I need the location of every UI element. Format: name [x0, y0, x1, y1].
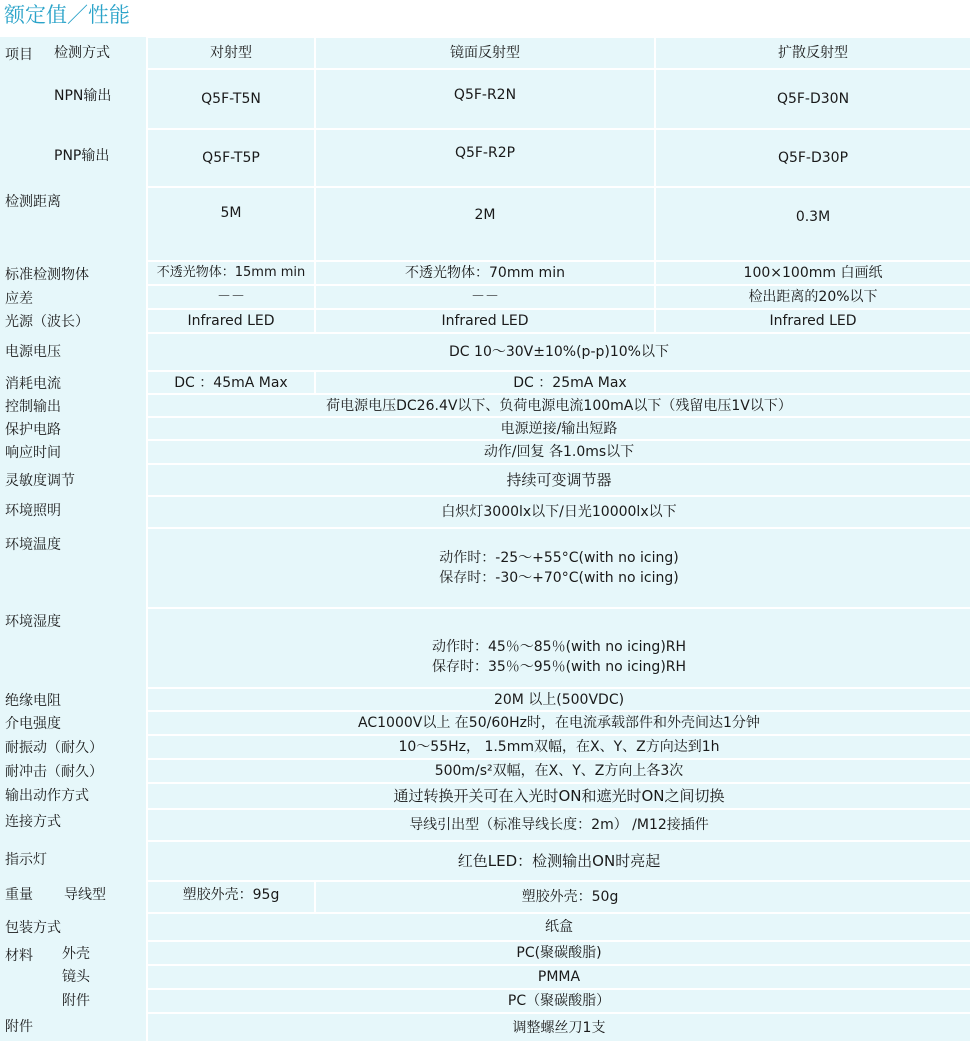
dielectric-value: AC1000V以上 在50/60Hz时，在电流承载部件和外壳间达1分钟 [148, 712, 970, 734]
label-temp: 环境温度 [5, 537, 61, 553]
label-acc: 附件 [62, 993, 90, 1009]
label-insulation: 绝缘电阻 [5, 693, 61, 709]
label-connection: 连接方式 [5, 814, 61, 830]
label-illum: 环境照明 [5, 503, 61, 519]
indicator-value: 红色LED：检测输出ON时亮起 [148, 842, 970, 880]
lens-value: PMMA [148, 966, 970, 988]
case-value: PC(聚碳酸脂) [148, 942, 970, 964]
voltage-value: DC 10～30V±10%(p-p)10%以下 [148, 334, 970, 370]
label-distance: 检测距离 [5, 194, 61, 210]
illum-value: 白炽灯3000lx以下/日光10000lx以下 [148, 497, 970, 527]
page-title: 额定值／性能 [4, 3, 130, 27]
npn-mirror: Q5F-R2N [316, 70, 654, 128]
humid-storage: 保存时：35％～95％(with no icing)RH [431, 659, 687, 675]
label-package: 包装方式 [5, 920, 61, 936]
protect-value: 电源逆接/输出短路 [148, 418, 970, 439]
humid-value [148, 609, 970, 687]
pnp-through-beam: Q5F-T5P [148, 130, 314, 186]
label-response: 响应时间 [5, 445, 61, 461]
target-mirror: 不透光物体：70mm min [316, 262, 654, 284]
control-value: 荷电源电压DC26.4V以下、负荷电源电流100mA以下（残留电压1V以下） [148, 395, 970, 416]
hysteresis-diffuse: 检出距离的20%以下 [656, 286, 970, 308]
label-hysteresis: 应差 [5, 291, 33, 307]
temp-storage: 保存时：-30～+70°C(with no icing) [439, 570, 679, 586]
label-accessory: 附件 [5, 1019, 33, 1035]
label-weight-sub: 导线型 [64, 887, 106, 903]
distance-through-beam: 5M [148, 188, 314, 260]
hysteresis-through-beam: －－ [148, 286, 314, 308]
pnp-diffuse: Q5F-D30P [656, 130, 970, 186]
sensitivity-value: 持续可变调节器 [148, 465, 970, 495]
label-lens: 镜头 [62, 969, 90, 985]
label-current: 消耗电流 [5, 376, 61, 392]
label-light: 光源（波长） [5, 314, 89, 330]
label-pnp: PNP输出 [54, 148, 110, 164]
package-value: 纸盒 [148, 914, 970, 940]
vibration-value: 10～55Hz， 1.5mm双幅，在X、Y、Z方向达到1h [148, 736, 970, 758]
pnp-mirror: Q5F-R2P [316, 130, 654, 186]
insulation-value: 20M 以上(500VDC) [148, 689, 970, 710]
current-through-beam: DC ：45mA Max [148, 372, 314, 393]
label-control: 控制输出 [5, 399, 61, 415]
label-item: 项目 [5, 47, 33, 63]
current-other: DC ：25mA Max [316, 372, 970, 393]
label-vibration: 耐振动（耐久） [5, 740, 103, 756]
output-mode-value: 通过转换开关可在入光时ON和遮光时ON之间切换 [148, 784, 970, 808]
header-mirror: 镜面反射型 [316, 38, 654, 68]
distance-mirror: 2M [316, 188, 654, 260]
weight-through-beam: 塑胶外壳：95g [148, 882, 314, 912]
connection-value: 导线引出型（标准导线长度：2m） /M12接插件 [148, 810, 970, 840]
temp-operating: 动作时：-25～+55°C(with no icing) [439, 550, 679, 566]
target-through-beam: 不透光物体：15mm min [148, 262, 314, 284]
npn-through-beam: Q5F-T5N [148, 70, 314, 128]
label-humid: 环境湿度 [5, 614, 61, 630]
response-value: 动作/回复 各1.0ms以下 [148, 441, 970, 463]
label-shock: 耐冲击（耐久） [5, 764, 103, 780]
label-detect-method: 检测方式 [54, 45, 110, 61]
weight-other: 塑胶外壳：50g [316, 882, 970, 912]
accessory-value: 调整螺丝刀1支 [148, 1014, 970, 1041]
header-diffuse: 扩散反射型 [656, 38, 970, 68]
label-voltage: 电源电压 [5, 344, 61, 360]
hysteresis-mirror: －－ [316, 286, 654, 308]
label-case: 外壳 [62, 946, 90, 962]
label-npn: NPN输出 [54, 88, 112, 104]
label-weight: 重量 [5, 887, 33, 903]
label-indicator: 指示灯 [5, 852, 47, 868]
humid-operating: 动作时：45％～85％(with no icing)RH [431, 639, 687, 655]
label-material: 材料 [5, 948, 33, 964]
label-dielectric: 介电强度 [5, 716, 61, 732]
shock-value: 500m/s²双幅，在X、Y、Z方向上各3次 [148, 760, 970, 782]
light-mirror: Infrared LED [316, 310, 654, 332]
header-through-beam: 对射型 [148, 38, 314, 68]
label-target: 标准检测物体 [5, 267, 89, 283]
label-output-mode: 输出动作方式 [5, 788, 89, 804]
acc-value: PC（聚碳酸脂） [148, 990, 970, 1012]
npn-diffuse: Q5F-D30N [656, 70, 970, 128]
distance-diffuse: 0.3M [656, 188, 970, 260]
light-diffuse: Infrared LED [656, 310, 970, 332]
target-diffuse: 100×100mm 白画纸 [656, 262, 970, 284]
temp-value [148, 529, 970, 607]
light-through-beam: Infrared LED [148, 310, 314, 332]
label-protect: 保护电路 [5, 422, 61, 438]
label-sensitivity: 灵敏度调节 [5, 473, 75, 489]
